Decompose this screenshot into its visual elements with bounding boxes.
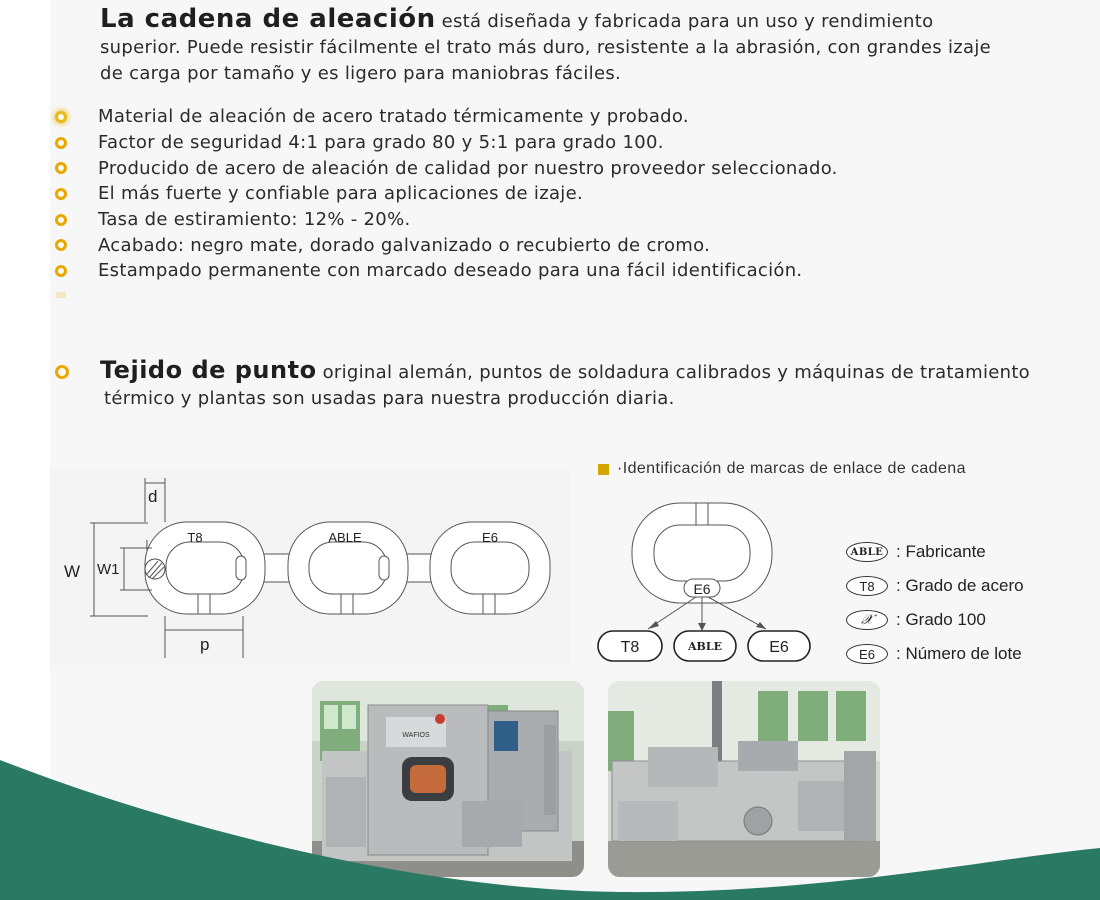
weave-text-line2: térmico y plantas son usadas para nuestra producción diaria. <box>104 388 675 409</box>
machine-plate-text: WAFIOS <box>402 732 430 739</box>
link-label: T8 <box>187 530 203 545</box>
weave-text-line1: original alemán, puntos de soldadura calibrados y máquinas de tratamiento <box>316 362 1030 383</box>
link-mark-label: E6 <box>693 581 711 597</box>
legend-row <box>846 603 1024 637</box>
link-label: E6 <box>482 530 498 545</box>
marks-legend <box>846 535 1024 671</box>
weave-heading: Tejido de punto <box>100 356 317 384</box>
feature-item <box>55 181 838 207</box>
feature-text: El más fuerte y confiable para aplicaciones de izaje. <box>98 183 583 205</box>
feature-text: Estampado permanente con marcado deseado para una fácil identificación. <box>98 260 803 282</box>
grade-100-symbol: 𝒳 <box>846 610 888 630</box>
mark-branch: E6 <box>769 639 789 656</box>
legend-label: : Número de lote <box>896 644 1022 663</box>
link-label: ABLE <box>328 530 362 545</box>
intro-text-line3: de carga por tamaño y es ligero para maniobras fáciles. <box>100 63 622 84</box>
bullet-icon <box>55 239 67 251</box>
feature-text: Tasa de estiramiento: 12% - 20%. <box>98 209 411 231</box>
lot-number-symbol: E6 <box>846 644 888 664</box>
bullet-icon <box>55 137 67 149</box>
legend-label: : Grado 100 <box>896 610 986 629</box>
dimension-label: W <box>64 562 81 581</box>
feature-item <box>55 207 838 233</box>
square-bullet-icon <box>598 464 609 475</box>
weave-paragraph <box>100 357 1050 412</box>
bullet-icon <box>55 111 67 123</box>
chain-dimension-diagram <box>50 470 570 665</box>
intro-paragraph <box>100 6 1060 87</box>
link-marking-diagram <box>590 495 830 670</box>
dimension-label: d <box>148 487 158 506</box>
bullet-icon <box>55 265 67 277</box>
feature-text: Acabado: negro mate, dorado galvanizado o recubierto de cromo. <box>98 234 711 256</box>
steel-grade-symbol: T8 <box>846 576 888 596</box>
legend-row <box>846 569 1024 603</box>
feature-text: Factor de seguridad 4:1 para grado 80 y 5:1 para grado 100. <box>98 132 664 154</box>
feature-text: Producido de acero de aleación de calidad por nuestro proveedor seleccionado. <box>98 157 838 179</box>
feature-item <box>55 104 838 130</box>
feature-item <box>55 258 838 284</box>
feature-text: Material de aleación de acero tratado térmicamente y probado. <box>98 106 689 128</box>
intro-heading: La cadena de aleación <box>100 4 436 34</box>
legend-label: : Fabricante <box>896 542 986 561</box>
dimension-label: p <box>200 635 210 654</box>
bullet-icon <box>55 188 67 200</box>
mark-branch: T8 <box>620 639 640 656</box>
feature-item <box>55 232 838 258</box>
legend-row <box>846 535 1024 569</box>
feature-item <box>55 130 838 156</box>
marks-title-text: ·Identificación de marcas de enlace de cadena <box>617 460 966 477</box>
manufacturer-symbol: ABLE <box>846 542 888 562</box>
mark-branch: ABLE <box>688 640 722 653</box>
legend-row <box>846 637 1024 671</box>
feature-item <box>55 155 838 181</box>
legend-label: : Grado de acero <box>896 576 1024 595</box>
bullet-icon <box>55 162 67 174</box>
intro-text-line1: está diseñada y fabricada para un uso y rendimiento <box>435 11 934 32</box>
marks-title <box>598 460 966 478</box>
footer-wave <box>0 740 1100 900</box>
features-list <box>55 104 838 284</box>
intro-text-line2: superior. Puede resistir fácilmente el trato más duro, resistente a la abrasión, con grandes izaje <box>100 37 992 58</box>
bullet-icon <box>55 214 67 226</box>
dimension-label: W1 <box>97 561 120 578</box>
decorative-mark <box>56 292 66 298</box>
bullet-icon <box>55 365 69 379</box>
